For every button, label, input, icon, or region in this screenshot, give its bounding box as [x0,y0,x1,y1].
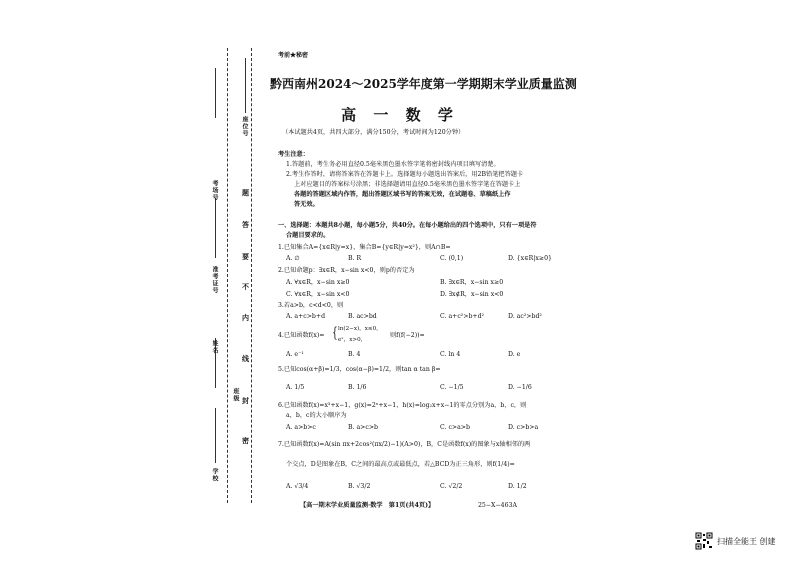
option: C. c>a>b [440,424,470,431]
option: D. {x∈R|x≥0} [508,255,552,262]
option: B. ∃x∈R，x−sin x≥0 [440,279,504,286]
scanner-watermark [695,531,794,553]
seal-char: 题 [242,188,249,197]
option: B. 1/6 [348,384,367,391]
question-stem: 个交点，D是图象在B，C之间的最高点或最低点，若△BCD为正三角形，则f(1/4)= [286,461,515,468]
option: A. 1/5 [286,384,305,391]
option: D. c>b>a [508,424,539,431]
question-stem: 5.已知cos(α+β)=1/3，cos(α−β)=1/2，则tan α tan β= [278,366,441,373]
exam-title: 黔西南州2024～2025学年度第一学期期末学业质量监测 [270,77,577,91]
notice-item: 各题的答题区域内作答，超出答题区域书写的答案无效，在试题卷、草稿纸上作 [294,191,511,198]
option: C. (0,1) [440,255,464,262]
option: A. √3/4 [286,483,309,490]
brace: { [332,326,338,342]
watermark-text: 扫描全能王 创建 [717,537,776,546]
paper-code: 25−X−463A [478,502,517,509]
option: B. a>c>b [348,424,378,431]
option: D. −1/6 [508,384,532,391]
seal-char: 不 [242,282,249,291]
option: A. ∀x∈R，x−sin x≥0 [286,279,350,286]
option: B. R [348,255,362,262]
field-line [215,408,216,463]
binding-field-school: 学校 [211,468,218,482]
seal-char: 密 [242,436,249,445]
option: D. ac²>bd² [508,313,542,320]
option: A. e⁻¹ [286,351,304,358]
option: D. ∃x∉R，x−sin x<0 [440,291,504,298]
seal-char: 内 [242,313,249,322]
seal-char: 封 [242,396,249,405]
binding-field-seat: 座位号 [241,116,248,137]
exam-info: （本试题共4页，共四大部分，满分150分，考试时间为120分钟） [282,129,465,136]
option: B. √3/2 [348,483,371,490]
question-stem: 1.已知集合A={x∈R|y=x}，集合B={y∈R|y=x²}，则A∩B= [278,244,451,251]
seal-char: 答 [242,220,249,229]
section-intro: 一、选择题：本题共8小题，每小题5分，共40分。在每小题给出的四个选项中，只有一项是符 [278,222,537,229]
piece-case: ln(2−x)，x≤0， [338,326,382,332]
page-footer: 【高一期末学业质量监测·数学 第1页(共4页)】 [300,502,435,509]
field-line [215,68,216,118]
seal-char: 线 [242,354,249,363]
binding-field-ticket: 准考证号 [211,266,218,294]
option: B. ac>bd [348,313,377,320]
section-intro: 合题目要求的。 [286,232,330,239]
option: B. 4 [348,351,361,358]
notice-item: 答无效。 [294,201,319,208]
question-stem: 4.已知函数f(x)= [278,332,325,339]
seal-line-inner [251,48,252,503]
option: C. √2/2 [440,483,463,490]
option: A. a+c>b+d [286,313,326,320]
subject-title: 高 一 数 学 [341,106,459,124]
question-stem: a，b，c的大小顺序为 [286,412,347,419]
option: C. ∀x∈R，x−sin x<0 [286,291,350,298]
seal-char: 要 [242,252,249,261]
option: D. 1/2 [508,483,527,490]
option: C. −1/5 [440,384,464,391]
option: A. ∅ [286,255,300,262]
question-stem-tail: 则f(f(−2))= [390,332,425,339]
seal-line-outer [227,48,228,503]
field-line [245,58,246,113]
question-stem: 3.若a>b，c<d<0，则 [278,302,344,309]
question-stem: 7.已知函数f(x)=A(sin πx+2cos²(πx/2)−1)(A>0)，B，C是函数f(x)的图象与x轴相邻的两 [278,441,531,448]
notice-item: 2.考生作答时，请将答案答在答题卡上。选择题每小题选出答案后，用2B铅笔把答题卡 [286,171,524,178]
binding-field-room: 考场号 [211,180,218,201]
notice-title: 考生注意： [278,151,309,158]
option: D. e [508,351,521,358]
binding-field-name: 姓名 [211,340,218,354]
piece-case: eˣ，x>0， [338,337,367,343]
option: C. a+c²>b+d² [440,313,485,320]
question-stem: 2.已知命题p：∃x∈R，x−sin x<0，则p的否定为 [278,267,415,274]
secret-label: 考前★秘密 [278,52,309,59]
option: A. a>b>c [286,424,316,431]
notice-item: 1.答题前，考生务必用直径0.5毫米黑色墨水签字笔将密封线内项目填写清楚。 [286,161,500,168]
binding-field-class: 班级 [232,388,239,402]
binding-strip [205,48,260,503]
question-stem: 6.已知函数f(x)=x³+x−1，g(x)=2ˣ+x−1，h(x)=log₂x+x−1的零点分别为a，b，c，则 [278,402,527,409]
qr-code-icon [695,532,713,550]
notice-item: 上对应题目的答案标号涂黑；非选择题请用直径0.5毫米黑色墨水签字笔在答题卡上 [294,181,521,188]
option: C. ln 4 [440,351,461,358]
field-line [215,198,216,258]
